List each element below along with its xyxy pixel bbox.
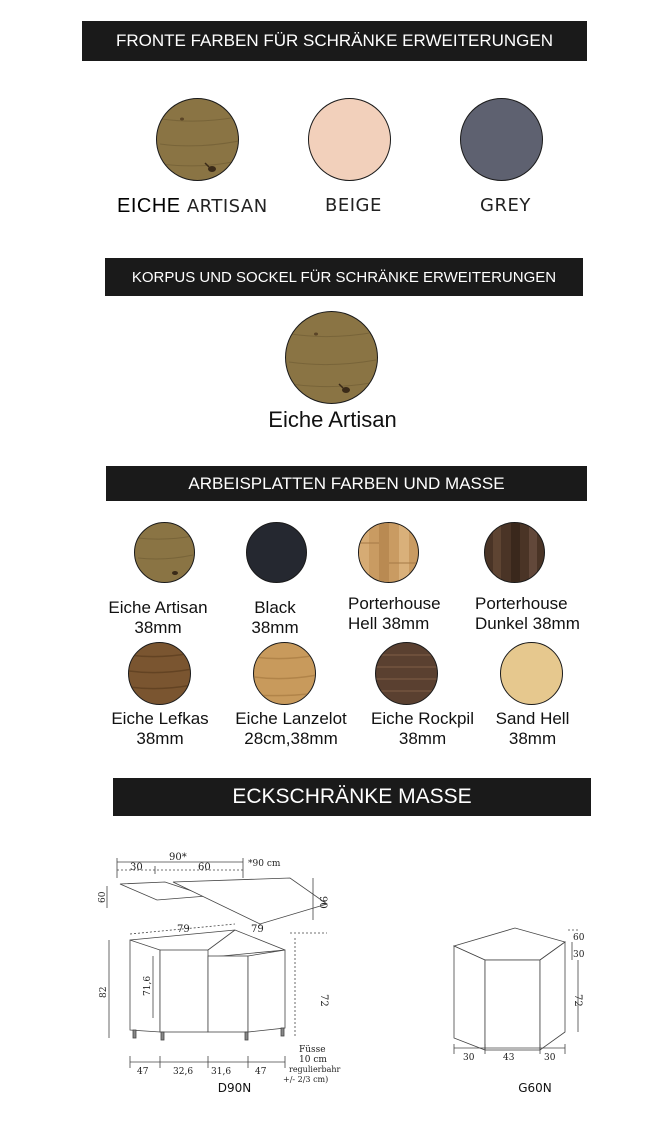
- label-bold: EICHE: [117, 195, 181, 217]
- swatch-grey: [460, 98, 543, 181]
- diagram-g60n: [440, 920, 600, 1070]
- dim-w1: 79: [177, 924, 190, 935]
- label-line2: 38mm: [134, 618, 182, 638]
- swatch-worktop-porterhouse-dunkel: [484, 522, 545, 583]
- dim-depth-right: 90: [317, 896, 328, 909]
- label-worktop-black: [235, 598, 315, 639]
- wood-texture: [376, 643, 438, 705]
- label-worktop-eiche-rockpil: [360, 709, 485, 750]
- dim-g-d1: 60: [573, 933, 585, 943]
- label-eiche-artisan: [117, 195, 268, 218]
- section-banner-arbeitsplatten: [106, 466, 587, 501]
- dim-g-d2: 30: [573, 950, 585, 960]
- wood-texture: [157, 99, 239, 181]
- swatch-worktop-black: [246, 522, 307, 583]
- label-korpus: Eiche Artisan: [268, 407, 397, 432]
- dim-b1: 47: [137, 1067, 149, 1077]
- label-line1: Eiche Rockpil: [371, 709, 474, 728]
- label-worktop-porterhouse-dunkel: [475, 594, 600, 635]
- label-line1: Black: [254, 598, 296, 617]
- label-grey: GREY: [480, 195, 531, 216]
- dim-top-left: 30: [130, 862, 143, 873]
- dim-b3: 31,6: [211, 1067, 232, 1077]
- label-worktop-eiche-lanzelot: [226, 709, 356, 750]
- label-worktop-porterhouse-hell: [348, 594, 458, 635]
- label-worktop-eiche-lefkas: [100, 709, 220, 750]
- wood-strips: [485, 523, 545, 583]
- label-line1: Porterhouse: [348, 594, 441, 613]
- label-line2: Hell 38mm: [348, 614, 430, 634]
- label-d90n: D90N: [217, 1081, 252, 1095]
- swatch-worktop-eiche-lefkas: [128, 642, 191, 705]
- label-line1: Eiche Artisan: [108, 598, 208, 617]
- dim-g-b1: 30: [463, 1053, 475, 1063]
- wood-texture: [286, 312, 378, 404]
- section-banner-fronte: [82, 21, 587, 61]
- dim-g-h: 72: [572, 994, 583, 1007]
- feet-line2: 10 cm: [299, 1055, 327, 1065]
- dim-b2: 32,6: [173, 1067, 194, 1077]
- section-title: ECKSCHRÄNKE MASSE: [232, 785, 472, 808]
- section-banner-eckschraenke: [113, 778, 591, 816]
- dim-h-door: 71,6: [143, 975, 153, 996]
- swatch-beige: [308, 98, 391, 181]
- section-title: ARBEISPLATTEN FARBEN UND MASSE: [188, 473, 505, 493]
- label-g60n: G60N: [518, 1081, 552, 1095]
- label-line1: Eiche Lanzelot: [235, 709, 347, 728]
- dim-g-b3: 30: [544, 1053, 556, 1063]
- dim-top-right: 60: [198, 862, 211, 873]
- label-line2: 28cm,38mm: [244, 729, 338, 749]
- wood-strips: [359, 523, 419, 583]
- label-line2: 38mm: [508, 729, 557, 749]
- swatch-eiche-artisan: [156, 98, 239, 181]
- label-line2: 38mm: [398, 729, 447, 749]
- swatch-worktop-porterhouse-hell: [358, 522, 419, 583]
- label-line1: Eiche Lefkas: [111, 709, 209, 728]
- label-line1: Sand Hell: [495, 709, 570, 728]
- label-worktop-sand-hell: [485, 709, 580, 750]
- dim-b4: 47: [255, 1067, 267, 1077]
- wood-texture: [254, 643, 316, 705]
- swatch-worktop-sand-hell: [500, 642, 563, 705]
- label-line2: 38mm: [136, 729, 184, 749]
- label-line1: Porterhouse: [475, 594, 568, 613]
- swatch-worktop-eiche-rockpil: [375, 642, 438, 705]
- label-line2: 38mm: [251, 618, 299, 638]
- wood-texture: [129, 643, 191, 705]
- dim-h-body: 72: [318, 994, 329, 1007]
- dim-h-total: 82: [99, 986, 109, 998]
- feet-line1: Füsse: [299, 1045, 326, 1055]
- feet-line4: +/- 2/3 cm): [283, 1075, 329, 1084]
- feet-line3: regulierbahr: [289, 1065, 341, 1074]
- dim-depth-left: 60: [98, 891, 108, 903]
- label-rest: ARTISAN: [180, 196, 268, 217]
- swatch-worktop-eiche-lanzelot: [253, 642, 316, 705]
- label-beige: BEIGE: [325, 195, 382, 216]
- section-title: KORPUS UND SOCKEL FÜR SCHRÄNKE ERWEITERUNGEN: [131, 268, 557, 286]
- swatch-worktop-eiche-artisan: [134, 522, 195, 583]
- dim-top-note: *90 cm: [248, 859, 281, 869]
- dim-top-total: 90*: [169, 852, 187, 863]
- section-title: FRONTE FARBEN FÜR SCHRÄNKE ERWEITERUNGEN: [115, 31, 553, 50]
- swatch-korpus-eiche-artisan: [285, 311, 378, 404]
- wood-texture: [135, 523, 195, 583]
- dim-g-b2: 43: [503, 1053, 515, 1063]
- dim-w2: 79: [251, 924, 264, 935]
- diagram-d90n: [95, 848, 355, 1098]
- section-banner-korpus: [105, 258, 583, 296]
- label-worktop-eiche-artisan: [98, 598, 218, 639]
- label-line2: Dunkel 38mm: [475, 614, 580, 634]
